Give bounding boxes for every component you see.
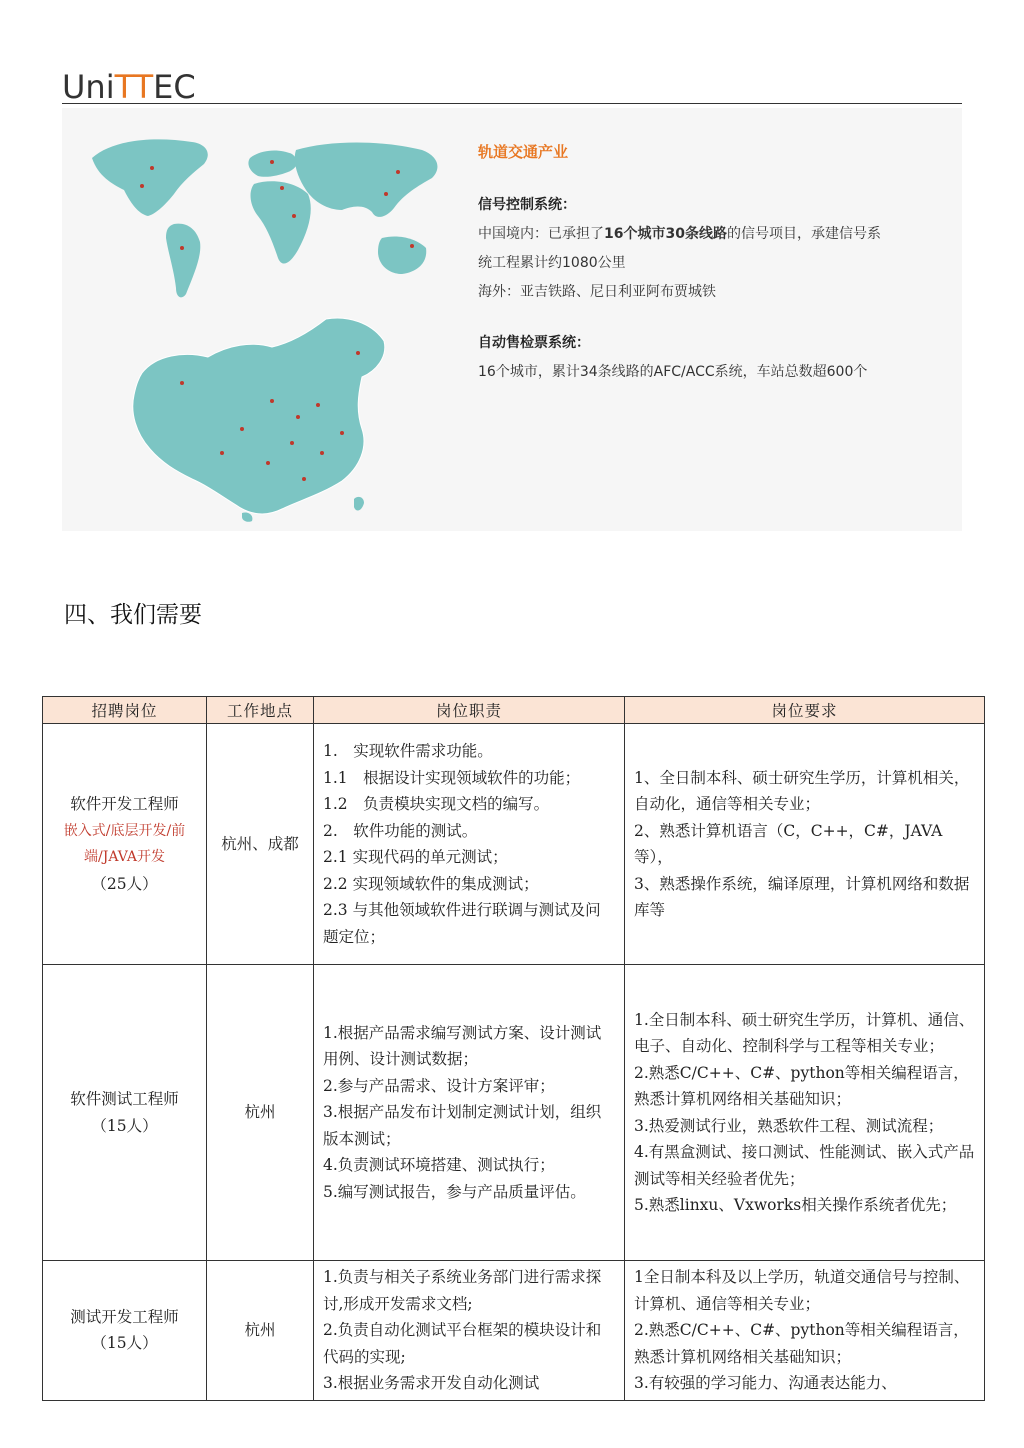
section-title: 四、我们需要 [64,602,202,628]
location-cell: 杭州、成都 [207,724,314,965]
unittec-logo: UniTTEC [62,68,196,106]
duties-cell: 1.负责与相关子系统业务部门进行需求探讨,形成开发需求文档; 2.负责自动化测试平台框架的模块设计和代码的实现; 3.根据业务需求开发自动化测试 [314,1261,625,1401]
requirements-cell: 1.全日制本科、硕士研究生学历，计算机、通信、电子、自动化、控制科学与工程等相关专业； 2.熟悉C/C++、C#、python等相关编程语言，熟悉计算机网络相关基础知识； 3.热爱测试行业，熟悉软件工程、测试流程； 4.有黑盒测试、接口测试、性能测试、嵌入式产品测试等相关经验者优先； 5.熟悉linxu、Vxworks相关操作系统者优先； [625,965,985,1261]
table-header-row [43,697,985,724]
location-cell: 杭州 [207,1261,314,1401]
signal-line-2: 统工程累计约1080公里 [478,255,626,271]
signal-line-1: 中国境内：已承担了16个城市30条线路的信号项目，承建信号系 [478,226,881,242]
page-header [62,70,962,106]
requirements-cell: 1全日制本科及以上学历，轨道交通信号与控制、计算机、通信等相关专业； 2.熟悉C/C++、C#、python等相关编程语言，熟悉计算机网络相关基础知识； 3.有较强的学习能力、沟通表达能力、 [625,1261,985,1401]
header-position: 招聘岗位 [43,697,207,724]
position-cell: 测试开发工程师 （15人） [43,1261,207,1401]
header-rule [62,103,962,104]
afc-title: 自动售检票系统： [478,335,590,351]
duties-cell: 1.根据产品需求编写测试方案、设计测试用例、设计测试数据； 2.参与产品需求、设计方案评审； 3.根据产品发布计划制定测试计划，组织版本测试； 4.负责测试环境搭建、测试执行； 5.编写测试报告，参与产品质量评估。 [314,965,625,1261]
duties-cell: 1. 实现软件需求功能。 1.1 根据设计实现领域软件的功能； 1.2 负责模块实现文档的编写。 2. 软件功能的测试。 2.1 实现代码的单元测试； 2.2 实现领域软件的集成测试； 2.3 与其他领域软件进行联调与测试及问题定位； [314,724,625,965]
header-requirements: 岗位要求 [625,697,985,724]
requirements-cell: 1、全日制本科、硕士研究生学历，计算机相关，自动化，通信等相关专业； 2、熟悉计算机语言（C，C++，C#，JAVA等）， 3、熟悉操作系统，编译原理，计算机网络和数据库等 [625,724,985,965]
signal-title: 信号控制系统： [478,197,576,213]
position-subtitle: 嵌入式/底层开发/前端/JAVA开发 [63,822,186,865]
industry-panel [62,108,962,531]
position-cell: 软件测试工程师 （15人） [43,965,207,1261]
header-location: 工作地点 [207,697,314,724]
header-duties: 岗位职责 [314,697,625,724]
table-row [43,724,985,965]
table-row [43,1261,985,1401]
world-map-icon [82,128,462,303]
afc-line: 16个城市，累计34条线路的AFC/ACC系统，车站总数超600个 [478,364,868,380]
industry-description [478,138,948,387]
location-cell: 杭州 [207,965,314,1261]
recruitment-table [42,696,985,1401]
china-map-icon [122,313,402,523]
industry-title: 轨道交通产业 [478,143,569,161]
table-row [43,965,985,1261]
signal-line-3: 海外：亚吉铁路、尼日利亚阿布贾城铁 [478,284,716,300]
position-cell: 软件开发工程师 嵌入式/底层开发/前端/JAVA开发 （25人） [43,724,207,965]
